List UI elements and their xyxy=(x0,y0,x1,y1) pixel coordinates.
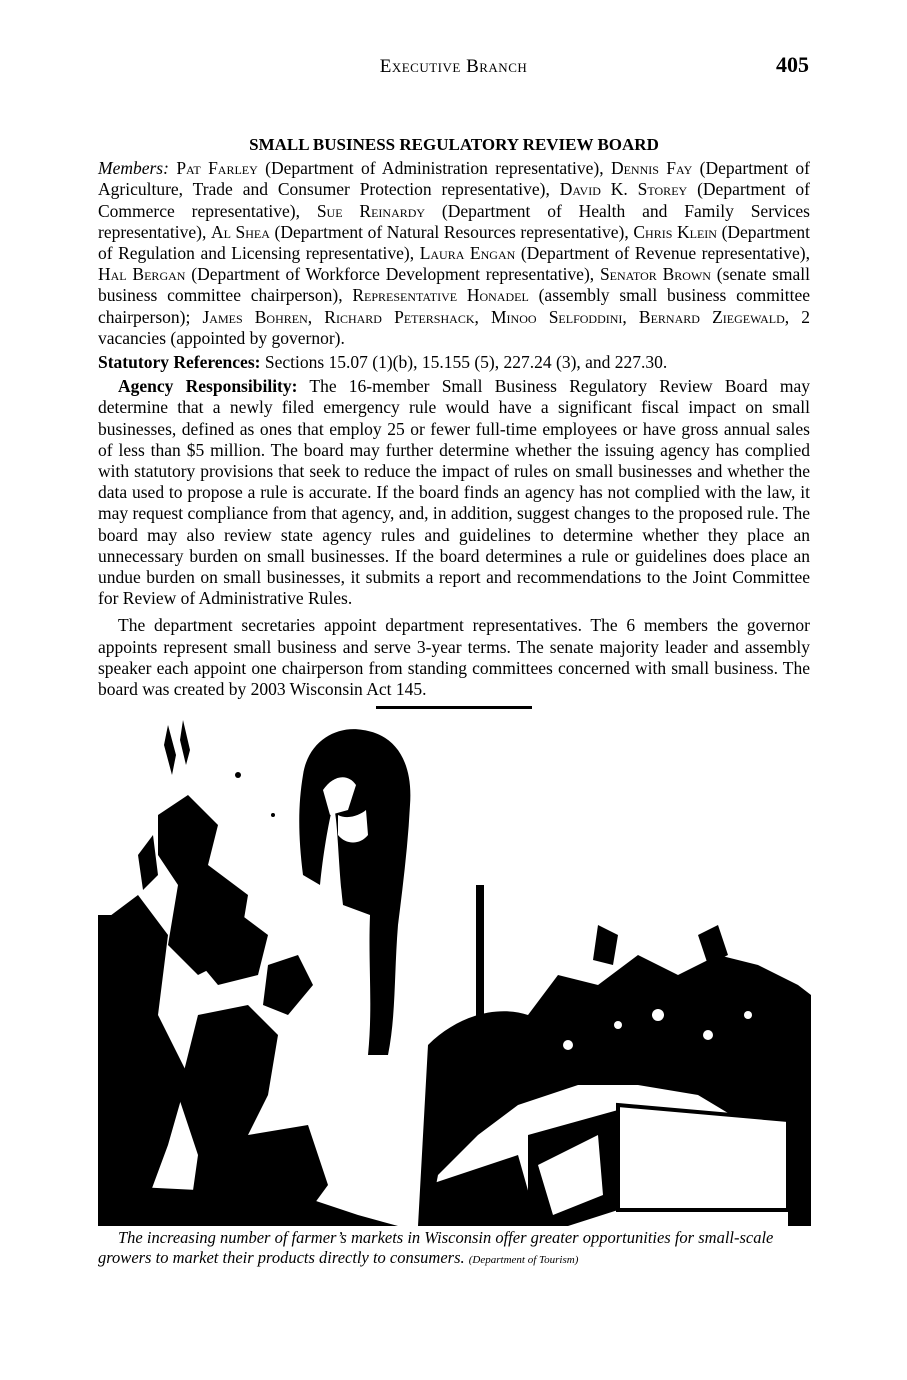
photo-credit: (Department of Tourism) xyxy=(468,1254,579,1266)
agency-responsibility xyxy=(98,376,810,609)
member-desc: (Department of Revenue representative), xyxy=(515,243,811,264)
member-name: Sue Reinardy xyxy=(316,200,426,221)
member-desc: (senate small business committee chairperson), xyxy=(98,264,811,306)
member-desc: (Department of Natural Resources representative), xyxy=(269,221,634,242)
member-desc: (Department of Commerce representative), xyxy=(98,179,810,221)
statutory-label: Statutory References: xyxy=(98,352,261,373)
member-name: Dennis Fay xyxy=(610,158,693,179)
member-desc: (Department of Health and Family Services representative), xyxy=(98,200,810,242)
running-head xyxy=(0,50,907,80)
member-name: Chris Klein xyxy=(633,221,717,242)
section-divider xyxy=(376,706,532,709)
member-desc: (Department of Workforce Development representative), xyxy=(185,264,600,285)
member-desc: (assembly small business committee chairperson); xyxy=(98,285,810,327)
member-desc: (Department of Administration representative), xyxy=(257,158,611,179)
agency-label: Agency Responsibility: xyxy=(118,376,298,397)
farmers-market-photo xyxy=(98,715,811,1226)
statutory-references xyxy=(98,352,810,373)
member-name: Laura Engan xyxy=(419,243,516,264)
member-desc: 2 vacancies (appointed by governor). xyxy=(98,306,811,348)
agency-text: The 16-member Small Business Regulatory Review Board may determine that a newly filed emergency rule would have a significant fiscal impact on small businesses, defined as ones that employ 25 or fewer full-time employees or have gross annual sales of less than $5 million. The board may further determine whether the issuing agency has complied with statutory provisions that seek to reduce the impact of rules on small businesses and whether the data used to propose a rule is accurate. If the board finds an agency has not complied with the law, it may request compliance from that agency, and, in addition, suggest changes to the proposed rule. The board may also review state agency rules and guidelines to determine whether they place an unnecessary burden on small businesses. If the board determines a rule or guidelines does place an undue burden on small businesses, it submits a report and recommendations to the Joint Committee for Review of Administrative Rules. xyxy=(98,376,810,609)
article-body xyxy=(98,134,810,709)
member-name: James Bohren, Richard Petershack, Minoo Selfoddini, Bernard Ziegewald, xyxy=(202,306,790,327)
member-desc: (Department of Agriculture, Trade and Consumer Protection representative), xyxy=(98,158,810,200)
members-paragraph xyxy=(98,158,810,349)
section-title: Executive Branch xyxy=(379,56,528,77)
member-name: Senator Brown xyxy=(599,264,711,285)
caption-line-1: The increasing number of farmer’s markets in Wisconsin offer greater opportunities for small-scale xyxy=(118,1228,774,1247)
statutory-text: Sections 15.07 (1)(b), 15.155 (5), 227.24 (3), and 227.30. xyxy=(260,352,668,373)
member-desc: (Department of Regulation and Licensing representative), xyxy=(98,221,810,264)
member-name: Pat Farley xyxy=(176,158,258,179)
member-name: Hal Bergan xyxy=(98,264,186,285)
body-paragraph: The department secretaries appoint department representatives. The 6 members the governor appoints represent small business and serve 3-year terms. The senate majority leader and assembly speaker each appoint one chairperson from standing committees concerned with small business. The board was created by 2003 Wisconsin Act 145. xyxy=(98,615,810,700)
photo-caption xyxy=(98,1228,810,1270)
section-heading: SMALL BUSINESS REGULATORY REVIEW BOARD xyxy=(249,135,659,154)
member-name: Representative Honadel xyxy=(352,285,529,306)
page-number: 405 xyxy=(776,52,809,77)
member-name: Al Shea xyxy=(210,221,270,242)
members-label: Members: xyxy=(98,158,169,179)
member-name: David K. Storey xyxy=(559,179,688,200)
caption-line-2: growers to market their products directly to consumers. xyxy=(98,1248,465,1267)
